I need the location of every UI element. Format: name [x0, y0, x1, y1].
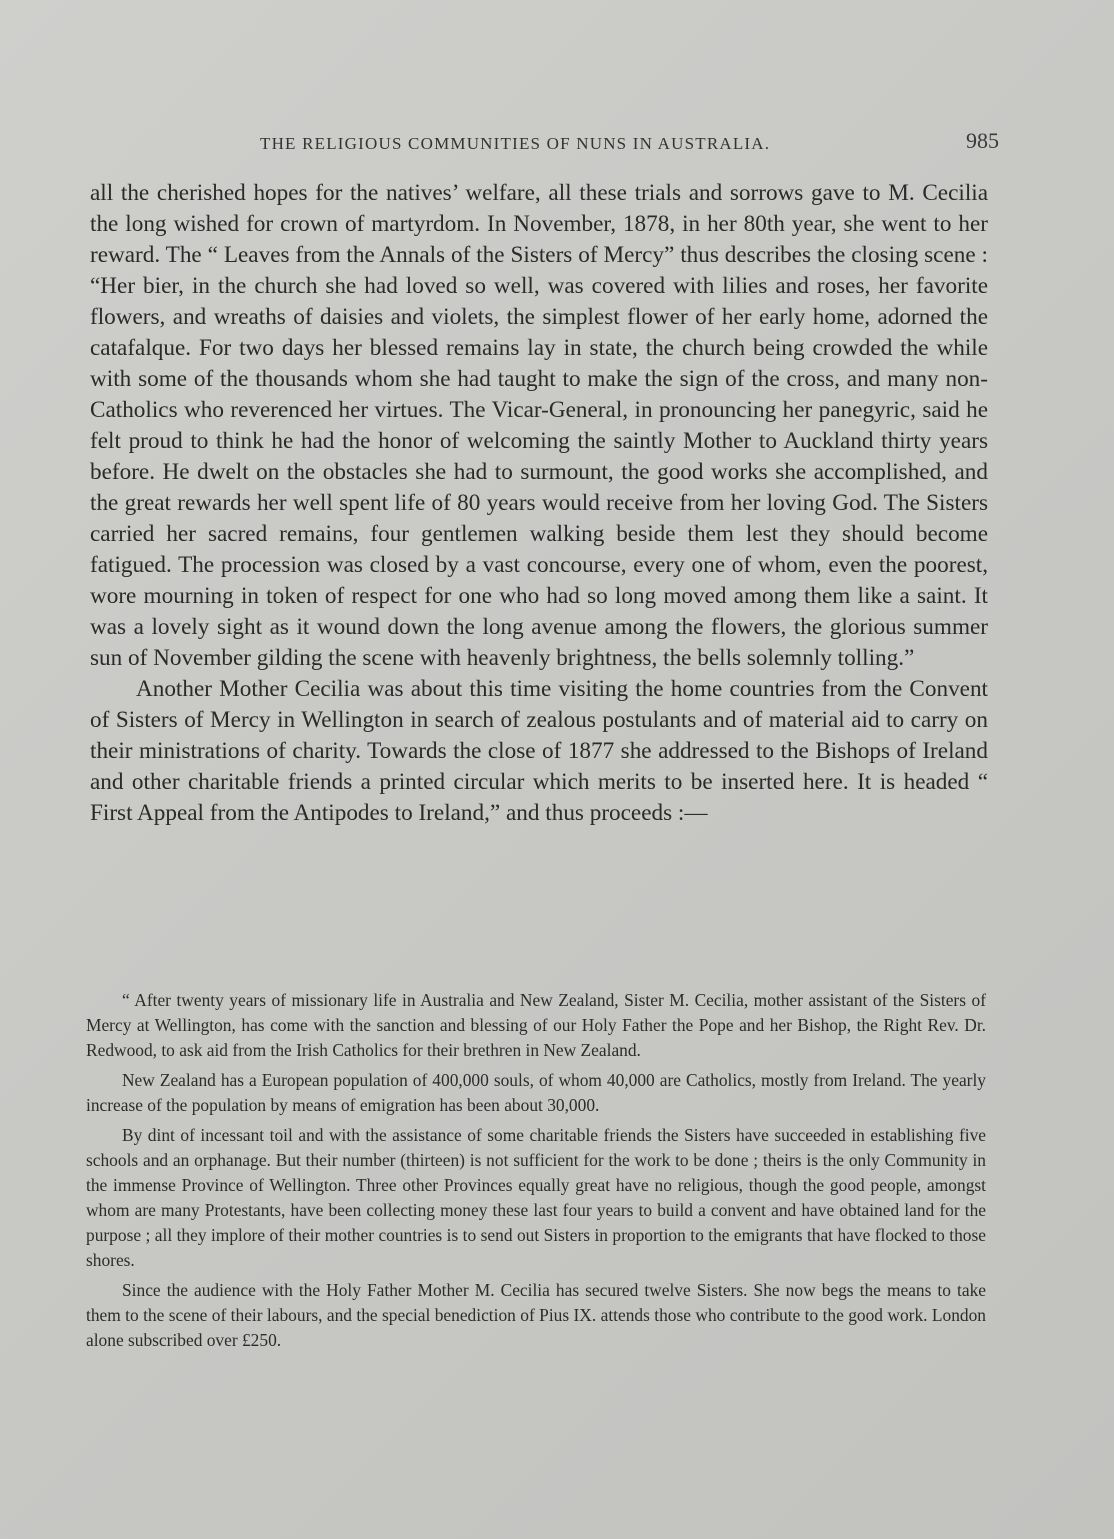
body-paragraph: Another Mother Cecilia was about this time visiting the home countries from the Convent of Sisters of Mercy in Wellington in search of zealous postulants and of material aid to carry on their ministrations of charity. Towards the close of 1877 she addressed to the Bishops of Ireland and other charitable friends a printed circular which merits to be inserted here. It is headed “ First Appeal from the Antipodes to Ireland,” and thus proceeds :— [90, 676, 988, 826]
quoted-circular [86, 988, 986, 1358]
running-head [90, 128, 999, 160]
body-paragraph: all the cherished hopes for the natives’ welfare, all these trials and sorrows gave to M. Cecilia the long wished for crown of martyrdom. In November, 1878, in her 80th year, she went to her reward. The “ Leaves from the Annals of the Sisters of Mercy” thus describes the closing scene : “Her bier, in the church she had loved so well, was covered with lilies and roses, her favorite flowers, and wreaths of daisies and violets, the simplest flower of her early home, adorned the catafalque. For two days her blessed remains lay in state, the church being crowded the while with some of the thousands whom she had taught to make the sign of the cross, and many non-Catholics who reverenced her virtues. The Vicar-General, in pronouncing her panegyric, said he felt proud to think he had the honor of welcoming the saintly Mother to Auckland thirty years before. He dwelt on the obstacles she had to surmount, the good works she accomplished, and the great rewards her well spent life of 80 years would receive from her loving God. The Sisters carried her sacred remains, four gentlemen walking beside them lest they should become fatigued. The procession was closed by a vast concourse, every one of whom, even the poorest, wore mourning in token of respect for one who had so long moved among them like a saint. It was a lovely sight as it wound down the long avenue among the flowers, the glorious summer sun of November gilding the scene with heavenly brightness, the bells solemnly tolling.” [90, 180, 988, 671]
quote-paragraph: New Zealand has a European population of 400,000 souls, of whom 40,000 are Catholics, mostly from Ireland. The yearly increase of the population by means of emigration has been about 30,000. [86, 1070, 986, 1115]
quote-paragraph: Since the audience with the Holy Father Mother M. Cecilia has secured twelve Sisters. She now begs the means to take them to the scene of their labours, and the special benediction of Pius IX. attends those who contribute to the good work. London alone subscribed over £250. [86, 1280, 986, 1350]
quote-paragraph: “ After twenty years of missionary life in Australia and New Zealand, Sister M. Cecilia, mother assistant of the Sisters of Mercy at Wellington, has come with the sanction and blessing of our Holy Father the Pope and her Bishop, the Right Rev. Dr. Redwood, to ask aid from the Irish Catholics for their brethren in New Zealand. [86, 990, 986, 1060]
running-title: THE RELIGIOUS COMMUNITIES OF NUNS IN AUSTRALIA. [260, 134, 771, 153]
body-text [90, 178, 988, 829]
page-number: 985 [966, 128, 999, 153]
quote-paragraph: By dint of incessant toil and with the assistance of some charitable friends the Sisters have succeeded in establishing five schools and an orphanage. But their number (thirteen) is not sufficient for the work to be done ; theirs is the only Community in the immense Province of Wellington. Three other Provinces equally great have no religious, though the good people, amongst whom are many Protestants, have been collecting money these last four years to build a convent and have obtained land for the purpose ; all they implore of their mother countries is to send out Sisters in proportion to the emigrants that have flocked to those shores. [86, 1125, 986, 1270]
